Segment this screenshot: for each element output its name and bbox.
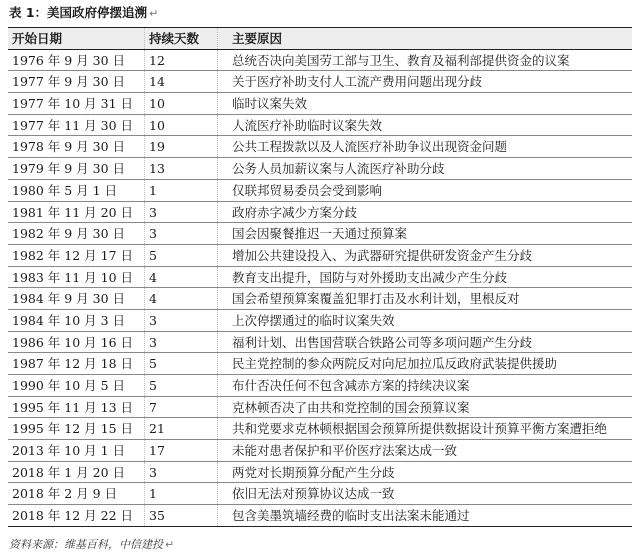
paragraph-mark-icon: ↵ xyxy=(149,7,159,20)
table-row xyxy=(8,440,632,462)
cell-reason: 关于医疗补助支付人工流产费用问题出现分歧 xyxy=(232,74,483,90)
table-row xyxy=(8,397,632,419)
cell-start-date: 1983 年 11 月 10 日 xyxy=(8,267,145,288)
table-row xyxy=(8,71,632,93)
cell-start-date: 1995 年 11 月 13 日 xyxy=(8,397,145,418)
cell-reason: 国会希望预算案覆盖犯罪打击及水利计划，里根反对 xyxy=(232,291,520,307)
cell-duration: 3 xyxy=(145,332,218,353)
cell-duration: 12 xyxy=(145,50,218,71)
table-row xyxy=(8,353,632,375)
table-row xyxy=(8,180,632,202)
caption-text: 表 1：美国政府停摆追溯 xyxy=(9,5,148,20)
cell-reason: 公务人员加薪议案与人流医疗补助分歧 xyxy=(232,161,445,177)
source-note xyxy=(9,536,174,554)
cell-duration: 35 xyxy=(145,505,218,526)
cell-reason: 包含美墨筑墙经费的临时支出法案未能通过 xyxy=(232,508,470,524)
cell-reason: 教育支出提升，国防与对外援助支出减少产生分歧 xyxy=(232,269,508,285)
cell-duration: 7 xyxy=(145,397,218,418)
table-caption xyxy=(9,3,158,23)
cell-reason: 人流医疗补助临时议案失效 xyxy=(232,117,383,133)
cell-duration: 3 xyxy=(145,310,218,331)
cell-reason: 依旧无法对预算协议达成一致 xyxy=(232,486,395,502)
header-start-date: 开始日期 xyxy=(8,28,145,49)
cell-reason: 民主党控制的参众两院反对向尼加拉瓜反政府武装提供援助 xyxy=(232,356,558,372)
cell-start-date: 1987 年 12 月 18 日 xyxy=(8,353,145,374)
cell-reason: 共和党要求克林顿根据国会预算所提供数据设计预算平衡方案遭拒绝 xyxy=(232,421,608,437)
table-row xyxy=(8,50,632,72)
cell-reason: 布什否决任何不包含减赤方案的持续决议案 xyxy=(232,378,470,393)
cell-reason: 国会因聚餐推迟一天通过预算案 xyxy=(232,226,408,242)
cell-reason: 两党对长期预算分配产生分歧 xyxy=(232,464,395,480)
cell-duration: 10 xyxy=(145,115,218,136)
cell-reason: 公共工程拨款以及人流医疗补助争议出现资金问题 xyxy=(232,139,508,155)
cell-start-date: 1977 年 11 月 30 日 xyxy=(8,115,145,136)
cell-start-date: 1986 年 10 月 16 日 xyxy=(8,332,145,353)
cell-duration: 21 xyxy=(145,418,218,439)
cell-reason: 增加公共建设投入、为武器研究提供研发资金产生分歧 xyxy=(232,247,533,263)
cell-reason: 总统否决向美国劳工部与卫生、教育及福利部提供资金的议案 xyxy=(232,52,570,68)
cell-duration: 3 xyxy=(145,223,218,244)
table-row xyxy=(8,202,632,224)
table-row xyxy=(8,310,632,332)
cell-duration: 17 xyxy=(145,440,218,461)
cell-start-date: 1990 年 10 月 5 日 xyxy=(8,375,145,396)
cell-start-date: 1976 年 9 月 30 日 xyxy=(8,50,145,71)
table-row xyxy=(8,375,632,397)
cell-duration: 14 xyxy=(145,71,218,92)
table-row xyxy=(8,93,632,115)
table-header-row xyxy=(8,28,632,50)
cell-reason: 仅联邦贸易委员会受到影响 xyxy=(232,182,383,198)
table-row xyxy=(8,223,632,245)
cell-reason: 未能对患者保护和平价医疗法案达成一致 xyxy=(232,443,458,459)
cell-duration: 5 xyxy=(145,375,218,396)
cell-start-date: 1977 年 9 月 30 日 xyxy=(8,71,145,92)
cell-start-date: 1995 年 12 月 15 日 xyxy=(8,418,145,439)
cell-start-date: 1981 年 11 月 20 日 xyxy=(8,202,145,223)
cell-duration: 5 xyxy=(145,353,218,374)
table-row xyxy=(8,158,632,180)
cell-start-date: 2018 年 12 月 22 日 xyxy=(8,505,145,526)
header-reason: 主要原因 xyxy=(232,31,283,46)
cell-reason: 克林顿否决了由共和党控制的国会预算议案 xyxy=(232,399,470,415)
shutdown-history-table xyxy=(8,27,632,527)
table-row xyxy=(8,462,632,484)
table-row xyxy=(8,418,632,440)
table-row xyxy=(8,332,632,354)
table-row xyxy=(8,136,632,158)
cell-reason: 福利计划、出售国营联合铁路公司等多项问题产生分歧 xyxy=(232,334,533,350)
cell-duration: 3 xyxy=(145,202,218,223)
cell-start-date: 1984 年 10 月 3 日 xyxy=(8,310,145,331)
cell-reason: 政府赤字减少方案分歧 xyxy=(232,204,358,220)
cell-reason: 临时议案失效 xyxy=(232,96,308,112)
cell-duration: 3 xyxy=(145,462,218,483)
cell-duration: 4 xyxy=(145,267,218,288)
cell-start-date: 1980 年 5 月 1 日 xyxy=(8,180,145,201)
cell-start-date: 1978 年 9 月 30 日 xyxy=(8,136,145,157)
cell-reason: 上次停摆通过的临时议案失效 xyxy=(232,312,395,328)
cell-duration: 1 xyxy=(145,483,218,504)
cell-start-date: 1977 年 10 月 31 日 xyxy=(8,93,145,114)
cell-duration: 19 xyxy=(145,136,218,157)
table-row xyxy=(8,288,632,310)
cell-duration: 4 xyxy=(145,288,218,309)
cell-duration: 1 xyxy=(145,180,218,201)
cell-start-date: 1982 年 9 月 30 日 xyxy=(8,223,145,244)
cell-duration: 13 xyxy=(145,158,218,179)
cell-start-date: 2018 年 1 月 20 日 xyxy=(8,462,145,483)
cell-duration: 10 xyxy=(145,93,218,114)
table-row xyxy=(8,505,632,527)
table-row xyxy=(8,115,632,137)
table-row xyxy=(8,245,632,267)
header-duration: 持续天数 xyxy=(145,28,218,49)
table-row xyxy=(8,483,632,505)
cell-start-date: 1979 年 9 月 30 日 xyxy=(8,158,145,179)
paragraph-mark-icon: ↵ xyxy=(165,538,175,551)
source-text: 资料来源：维基百科，中信建投 xyxy=(9,538,163,551)
cell-start-date: 1984 年 9 月 30 日 xyxy=(8,288,145,309)
cell-start-date: 1982 年 12 月 17 日 xyxy=(8,245,145,266)
cell-start-date: 2018 年 2 月 9 日 xyxy=(8,483,145,504)
cell-start-date: 2013 年 10 月 1 日 xyxy=(8,440,145,461)
table-row xyxy=(8,267,632,289)
cell-duration: 5 xyxy=(145,245,218,266)
